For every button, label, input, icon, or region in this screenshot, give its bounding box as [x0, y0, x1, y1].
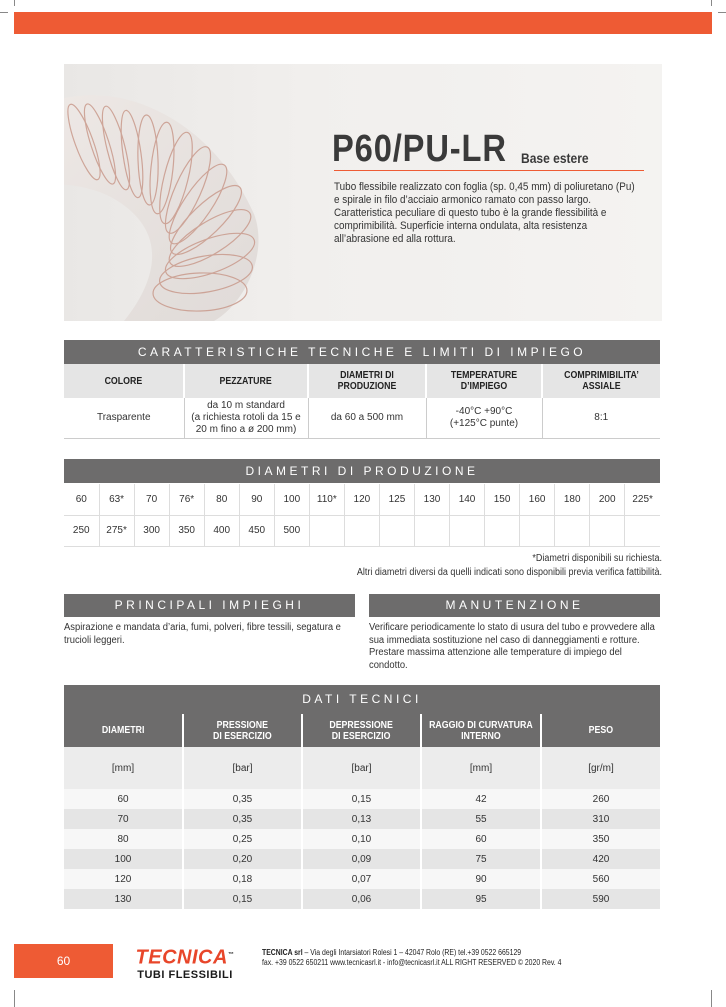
crop-mark [14, 0, 15, 6]
unit-cell: [mm] [64, 747, 183, 789]
diameter-cell: 70 [134, 484, 169, 515]
diameter-cell: 90 [239, 484, 274, 515]
diameters-row [64, 515, 660, 546]
col-diametri: DIAMETRI [64, 714, 183, 747]
diameter-cell: 275* [99, 515, 134, 546]
tech-data-table [64, 714, 660, 909]
product-code-title: P60/PU-LR [332, 128, 507, 170]
col-depressione: DEPRESSIONE DI ESERCIZIO [302, 714, 421, 747]
maintenance-text [369, 622, 656, 672]
temperature-value [426, 398, 542, 438]
logo-wordmark: TECNICA™ [135, 946, 235, 969]
data-cell: 55 [421, 809, 541, 829]
data-cell: 120 [64, 869, 183, 889]
diameter-cell: 180 [555, 484, 590, 515]
table-row [64, 849, 660, 869]
crop-mark [711, 990, 712, 1007]
data-cell: 0,15 [183, 889, 302, 909]
table-row [64, 869, 660, 889]
crop-mark [0, 12, 8, 13]
data-cell: 90 [421, 869, 541, 889]
table-row [64, 889, 660, 909]
company-line-1: TECNICA srl – Via degli Intarsiatori Rolesi 1 – 42047 Rolo (RE) tel.+39 0522 665129 [262, 948, 522, 957]
diameter-cell: 350 [169, 515, 204, 546]
uses-header: PRINCIPALI IMPIEGHI [64, 594, 355, 617]
data-cell: 100 [64, 849, 183, 869]
col-diametri: DIAMETRI DI PRODUZIONE [308, 364, 426, 398]
logo-tagline: TUBI FLESSIBILI [137, 968, 233, 981]
tech-specs-value-row [64, 398, 660, 438]
col-temperature: TEMPERATURE D’IMPIEGO [426, 364, 542, 398]
diameter-cell: 450 [239, 515, 274, 546]
diameter-cell: 120 [344, 484, 379, 515]
diameter-cell: 110* [309, 484, 344, 515]
diameter-cell: 400 [204, 515, 239, 546]
tecnica-logo [126, 944, 244, 982]
diameter-cell [485, 515, 520, 546]
data-cell: 560 [541, 869, 660, 889]
col-raggio: RAGGIO DI CURVATURA INTERNO [421, 714, 541, 747]
diameter-cell: 500 [274, 515, 309, 546]
data-cell: 420 [541, 849, 660, 869]
colore-value: Trasparente [64, 398, 184, 438]
title-underline [334, 170, 644, 171]
product-description: Tubo flessibile realizzato con foglia (sp. 0,45 mm) di poliuretano (Pu) e spirale in filo d’acciaio armonico ramato con passo largo. Caratteristica peculiare di questo tubo è la grande flessibilità e comprimibilità. Superficie interna ondulata, alta resistenza all’abrasione ed alla rottura. [334, 181, 635, 245]
data-cell: 80 [64, 829, 183, 849]
comprimibilita-value: 8:1 [542, 398, 660, 438]
temperature-line: (+125°C punte) [449, 417, 519, 429]
diameter-cell [520, 515, 555, 546]
diameter-cell [344, 515, 379, 546]
page-number: 60 [14, 944, 113, 978]
diameter-cell: 100 [274, 484, 309, 515]
data-cell: 0,35 [183, 809, 302, 829]
data-cell: 75 [421, 849, 541, 869]
data-cell: 260 [541, 789, 660, 809]
diameter-cell: 125 [379, 484, 414, 515]
diameter-cell: 63* [99, 484, 134, 515]
data-cell: 0,20 [183, 849, 302, 869]
diameters-row [64, 484, 660, 515]
diameters-table [64, 484, 660, 547]
col-peso: PESO [541, 714, 660, 747]
data-cell: 0,06 [302, 889, 421, 909]
table-row [64, 789, 660, 809]
diameters-header: DIAMETRI DI PRODUZIONE [64, 459, 660, 483]
data-cell: 42 [421, 789, 541, 809]
diameter-cell: 225* [625, 484, 660, 515]
data-cell: 0,15 [302, 789, 421, 809]
diameter-cell [414, 515, 449, 546]
unit-cell: [bar] [302, 747, 421, 789]
tech-specs-table [64, 364, 660, 439]
data-cell: 60 [421, 829, 541, 849]
data-cell: 60 [64, 789, 183, 809]
diameter-cell: 76* [169, 484, 204, 515]
diameter-cell [379, 515, 414, 546]
tech-data-units-row [64, 747, 660, 789]
maintenance-text-2: Prestare massima attenzione alle temperature di impiego del condotto. [369, 647, 622, 671]
tech-data-header-row [64, 714, 660, 747]
diameter-cell [555, 515, 590, 546]
crop-mark [711, 0, 712, 6]
tech-specs-header: CARATTERISTICHE TECNICHE E LIMITI DI IMPIEGO [64, 340, 660, 364]
diameter-cell [590, 515, 625, 546]
temperature-line: -40°C +90°C [455, 405, 513, 417]
tech-data-header: DATI TECNICI [64, 685, 660, 714]
diameter-cell: 250 [64, 515, 99, 546]
col-pezzature: PEZZATURE [184, 364, 308, 398]
diameters-note-request: *Diametri disponibili su richiesta. [532, 553, 662, 564]
diameter-cell: 300 [134, 515, 169, 546]
diameter-cell: 60 [64, 484, 99, 515]
uses-text: Aspirazione e mandata d’aria, fumi, polveri, fibre tessili, segatura e trucioli leggeri. [64, 622, 341, 646]
table-row [64, 809, 660, 829]
unit-cell: [mm] [421, 747, 541, 789]
product-subtitle: Base estere [521, 150, 589, 166]
diameter-cell [309, 515, 344, 546]
data-cell: 0,35 [183, 789, 302, 809]
diametri-value: da 60 a 500 mm [308, 398, 426, 438]
unit-cell: [bar] [183, 747, 302, 789]
col-pressione: PRESSIONE DI ESERCIZIO [183, 714, 302, 747]
data-cell: 0,09 [302, 849, 421, 869]
data-cell: 0,07 [302, 869, 421, 889]
diameters-note-other: Altri diametri diversi da quelli indicati sono disponibili previa verifica fattibilità. [356, 567, 662, 578]
data-cell: 95 [421, 889, 541, 909]
diameter-cell: 160 [520, 484, 555, 515]
pezzature-line: da 10 m standard [207, 399, 285, 411]
tech-data-body [64, 789, 660, 909]
diameter-cell: 140 [450, 484, 485, 515]
top-accent-bar [14, 12, 712, 34]
table-row [64, 829, 660, 849]
company-info [262, 948, 561, 968]
diameter-cell: 200 [590, 484, 625, 515]
crop-mark [718, 12, 726, 13]
pezzature-line: 20 m fino a ø 200 mm) [195, 423, 297, 435]
maintenance-header: MANUTENZIONE [369, 594, 660, 617]
pezzature-line: (a richiesta rotoli da 15 e [191, 411, 301, 423]
product-hero [64, 64, 662, 321]
diameter-cell [625, 515, 660, 546]
maintenance-text-1: Verificare periodicamente lo stato di usura del tubo e provvedere alla sua immediata sostituzione nel caso di danneggiamenti e rotture. [369, 622, 655, 646]
data-cell: 0,13 [302, 809, 421, 829]
data-cell: 130 [64, 889, 183, 909]
data-cell: 350 [541, 829, 660, 849]
data-cell: 0,25 [183, 829, 302, 849]
diameter-cell: 130 [414, 484, 449, 515]
diameter-cell: 150 [485, 484, 520, 515]
unit-cell: [gr/m] [541, 747, 660, 789]
col-comprimibilita: COMPRIMIBILITA’ ASSIALE [542, 364, 660, 398]
data-cell: 0,18 [183, 869, 302, 889]
col-colore: COLORE [64, 364, 184, 398]
data-cell: 0,10 [302, 829, 421, 849]
data-cell: 70 [64, 809, 183, 829]
pezzature-value [184, 398, 308, 438]
data-cell: 590 [541, 889, 660, 909]
diameter-cell: 80 [204, 484, 239, 515]
tech-specs-header-row [64, 364, 660, 398]
diameter-cell [450, 515, 485, 546]
data-cell: 310 [541, 809, 660, 829]
company-line-2: fax. +39 0522 650211 www.tecnicasrl.it - info@tecnicasrl.it ALL RIGHT RESERVED © 2020 Rev. 4 [262, 958, 562, 967]
crop-mark [14, 990, 15, 1007]
